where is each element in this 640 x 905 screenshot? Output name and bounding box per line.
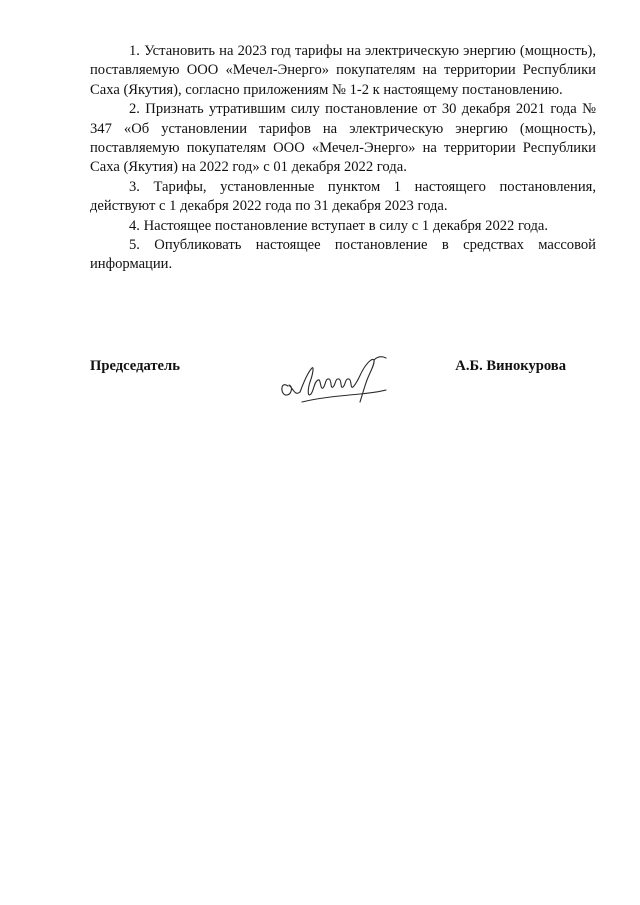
paragraph-3: 3. Тарифы, установленные пунктом 1 настоящего постановления, действуют с 1 декабря 2022 года по 31 декабря 2023 года. (90, 178, 596, 215)
document-body (90, 42, 596, 275)
paragraph-1: 1. Установить на 2023 год тарифы на электрическую энергию (мощность), поставляемую ООО «Мечел-Энерго» покупателям на территории Республики Саха (Якутия), согласно приложениям № 1-2 к настоящему постановлению. (90, 43, 596, 98)
paragraph-2: 2. Признать утратившим силу постановление от 30 декабря 2021 года № 347 «Об установлении тарифов на электрическую энергию (мощность), поставляемую покупателям ООО «Мечел-Энерго» на территории Республики Саха (Якутия) на 2022 год» с 01 декабря 2022 года. (90, 101, 596, 176)
signature-block (90, 358, 596, 428)
paragraph-5: 5. Опубликовать настоящее постановление в средствах массовой информации. (90, 237, 596, 273)
handwritten-signature (278, 352, 408, 414)
paragraph-4: 4. Настоящее постановление вступает в силу с 1 декабря 2022 года. (129, 217, 549, 234)
signatory-position: Председатель (90, 358, 180, 374)
signatory-name: А.Б. Винокурова (455, 358, 566, 374)
